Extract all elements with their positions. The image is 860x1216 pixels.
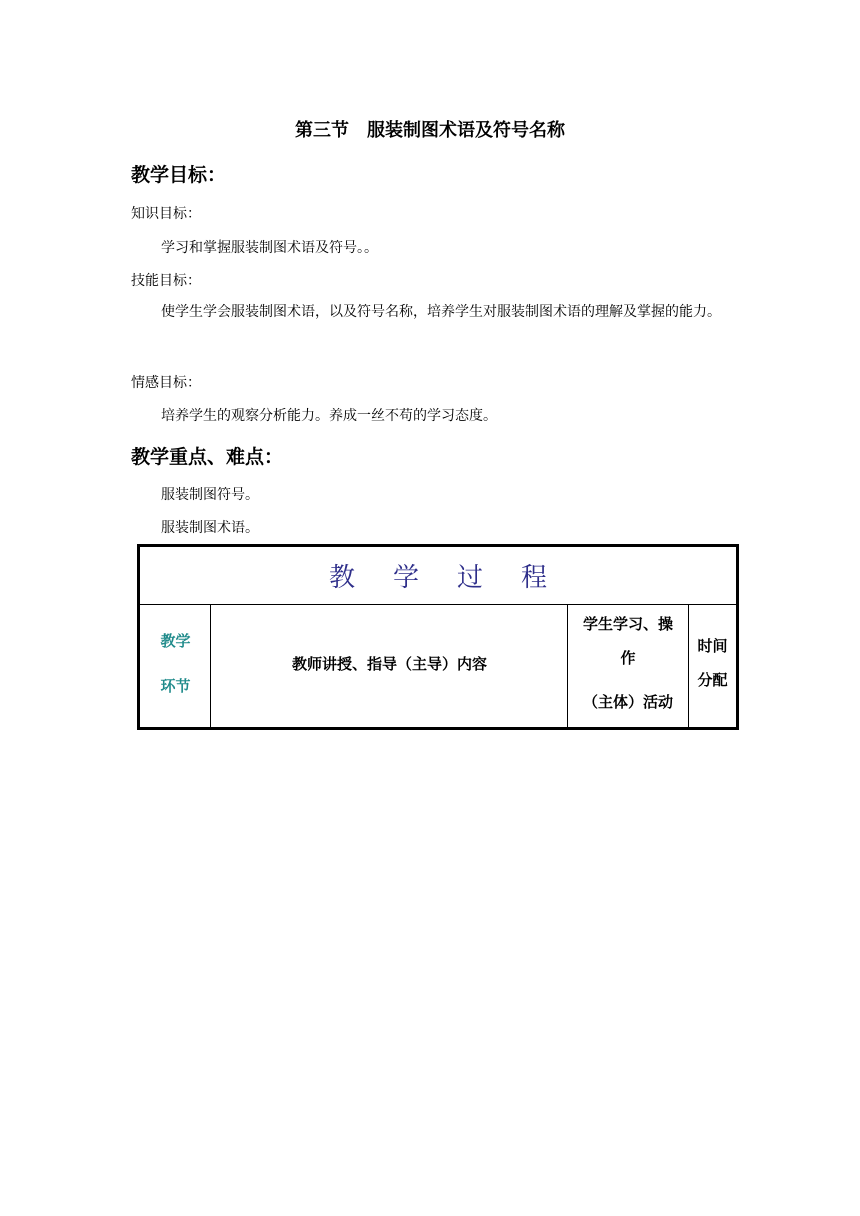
stage-column-header: [140, 605, 211, 727]
process-table-header: 教学过程: [140, 547, 736, 605]
teacher-content-column-header: [211, 605, 568, 727]
skill-label: 技能目标：: [131, 273, 201, 289]
emotion-text: 培养学生的观察分析能力。养成一丝不苟的学习态度。: [161, 408, 497, 424]
student-header-line2: 作: [620, 649, 636, 667]
key-points-heading: 教学重点、难点：: [131, 446, 284, 468]
page-title: 第三节 服装制图术语及符号名称: [295, 120, 565, 141]
stage-header-line1: 教学: [160, 632, 191, 650]
time-column-header: [689, 605, 736, 727]
knowledge-label: 知识目标：: [131, 206, 201, 222]
teaching-process-table: [137, 544, 739, 730]
stage-header-line2: 环节: [160, 677, 191, 695]
key-point-item: 服装制图术语。: [161, 520, 259, 536]
teacher-content-header: 教师讲授、指导（主导）内容: [291, 655, 487, 673]
student-header-line3: （主体）活动: [582, 693, 673, 711]
time-header-line2: 分配: [697, 671, 728, 689]
student-header-line1: 学生学习、操: [582, 615, 673, 633]
student-activity-column-header: [568, 605, 689, 727]
skill-text: 使学生学会服装制图术语，以及符号名称，培养学生对服装制图术语的理解及掌握的能力。: [161, 304, 721, 320]
emotion-label: 情感目标：: [131, 375, 201, 391]
objectives-heading: 教学目标：: [131, 164, 227, 186]
knowledge-text: 学习和掌握服装制图术语及符号。。: [161, 240, 378, 256]
key-point-item: 服装制图符号。: [161, 487, 259, 503]
time-header-line1: 时间: [697, 637, 728, 655]
